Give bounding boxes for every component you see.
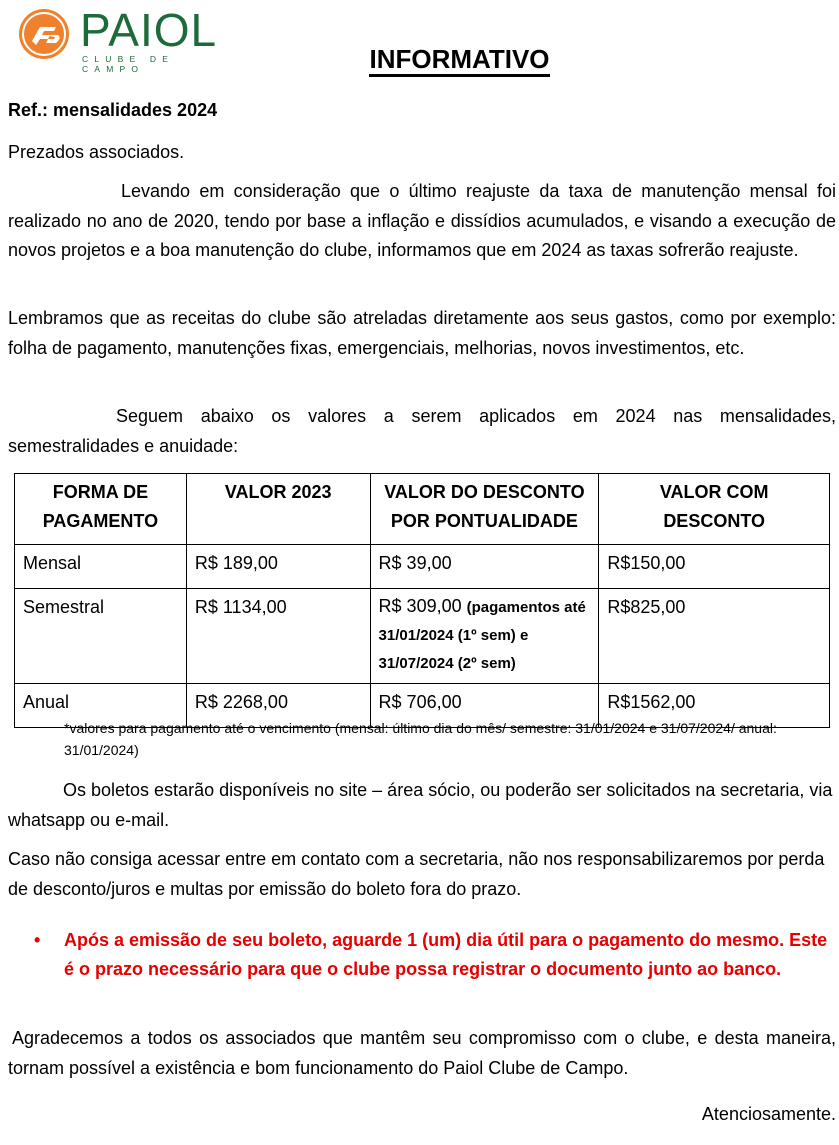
header-forma: FORMA DE PAGAMENTO: [15, 474, 187, 545]
cell-valor: R$ 2268,00: [186, 684, 370, 728]
cell-desconto: [370, 589, 599, 684]
paragraph-receitas: Lembramos que as receitas do clube são atreladas diretamente aos seus gastos, como por exemplo: folha de pagamento, manutenções fixas, emergenciais, melhorias, novos investimentos, etc.: [8, 308, 836, 358]
greeting: Prezados associados.: [8, 142, 185, 162]
cell-com-desconto: R$825,00: [599, 589, 830, 684]
table-header-row: [15, 474, 830, 545]
table-row: [15, 589, 830, 684]
alert-text: Após a emissão de seu boleto, aguarde 1 (um) dia útil para o pagamento do mesmo. Este é o prazo necessário para que o clube possa registrar o documento junto ao banco.: [64, 930, 828, 979]
closing: Atenciosamente.: [701, 1104, 836, 1124]
cell-valor: R$ 189,00: [186, 545, 370, 589]
desconto-value: R$ 706,00: [378, 692, 462, 712]
desconto-note: (pagamentos até 31/01/2024 (1º sem) e 31/07/2024 (2º sem): [378, 599, 586, 672]
cell-desconto: [370, 545, 599, 589]
table-footnote: *valores para pagamento até o vencimento (mensal: último dia do mês/ semestre: 31/01/2024 e 31/07/2024/ anual: 31/01/2024): [64, 720, 777, 758]
paragraph-valores-intro: Seguem abaixo os valores a serem aplicados em 2024 nas mensalidades, semestralidades e anuidade:: [8, 406, 836, 456]
cell-forma: Mensal: [15, 545, 187, 589]
cell-forma: Semestral: [15, 589, 187, 684]
reference-line: Ref.: mensalidades 2024: [8, 100, 218, 120]
logo-wordmark: PAIOL: [80, 4, 218, 56]
cell-valor: R$ 1134,00: [186, 589, 370, 684]
header-valor-2023: VALOR 2023: [186, 474, 370, 545]
desconto-value: R$ 309,00: [378, 596, 462, 616]
paragraph-reajuste: Levando em consideração que o último reajuste da taxa de manutenção mensal foi realizado no ano de 2020, tendo por base a inflação e dissídios acumulados, e visando a execução de novos projetos e a boa manutenção do clube, informamos que em 2024 as taxas sofrerão reajuste.: [8, 181, 836, 260]
cell-com-desconto: R$150,00: [599, 545, 830, 589]
logo-subtitle: CLUBE DE CAMPO: [82, 54, 175, 74]
paragraph-agradecimento: Agradecemos a todos os associados que mantêm seu compromisso com o clube, e desta maneira, tornam possível a existência e bom funcionamento do Paiol Clube de Campo.: [8, 1028, 836, 1078]
title-text: INFORMATIVO: [369, 44, 549, 77]
pricing-table: [14, 473, 830, 728]
bullet-icon: •: [34, 930, 41, 950]
desconto-value: R$ 39,00: [378, 553, 452, 573]
document-title: [0, 44, 839, 75]
cell-com-desconto: R$1562,00: [599, 684, 830, 728]
table-row: [15, 545, 830, 589]
paragraph-contato: Caso não consiga acessar entre em contato com a secretaria, não nos responsabilizaremos por perda de desconto/juros e multas por emissão do boleto fora do prazo.: [8, 849, 825, 899]
header-desconto: VALOR DO DESCONTO POR PONTUALIDADE: [370, 474, 599, 545]
cell-forma: Anual: [15, 684, 187, 728]
paragraph-boletos: Os boletos estarão disponíveis no site – área sócio, ou poderão ser solicitados na secretaria, via whatsapp ou e-mail.: [8, 780, 833, 830]
header-com-desconto: VALOR COM DESCONTO: [599, 474, 830, 545]
